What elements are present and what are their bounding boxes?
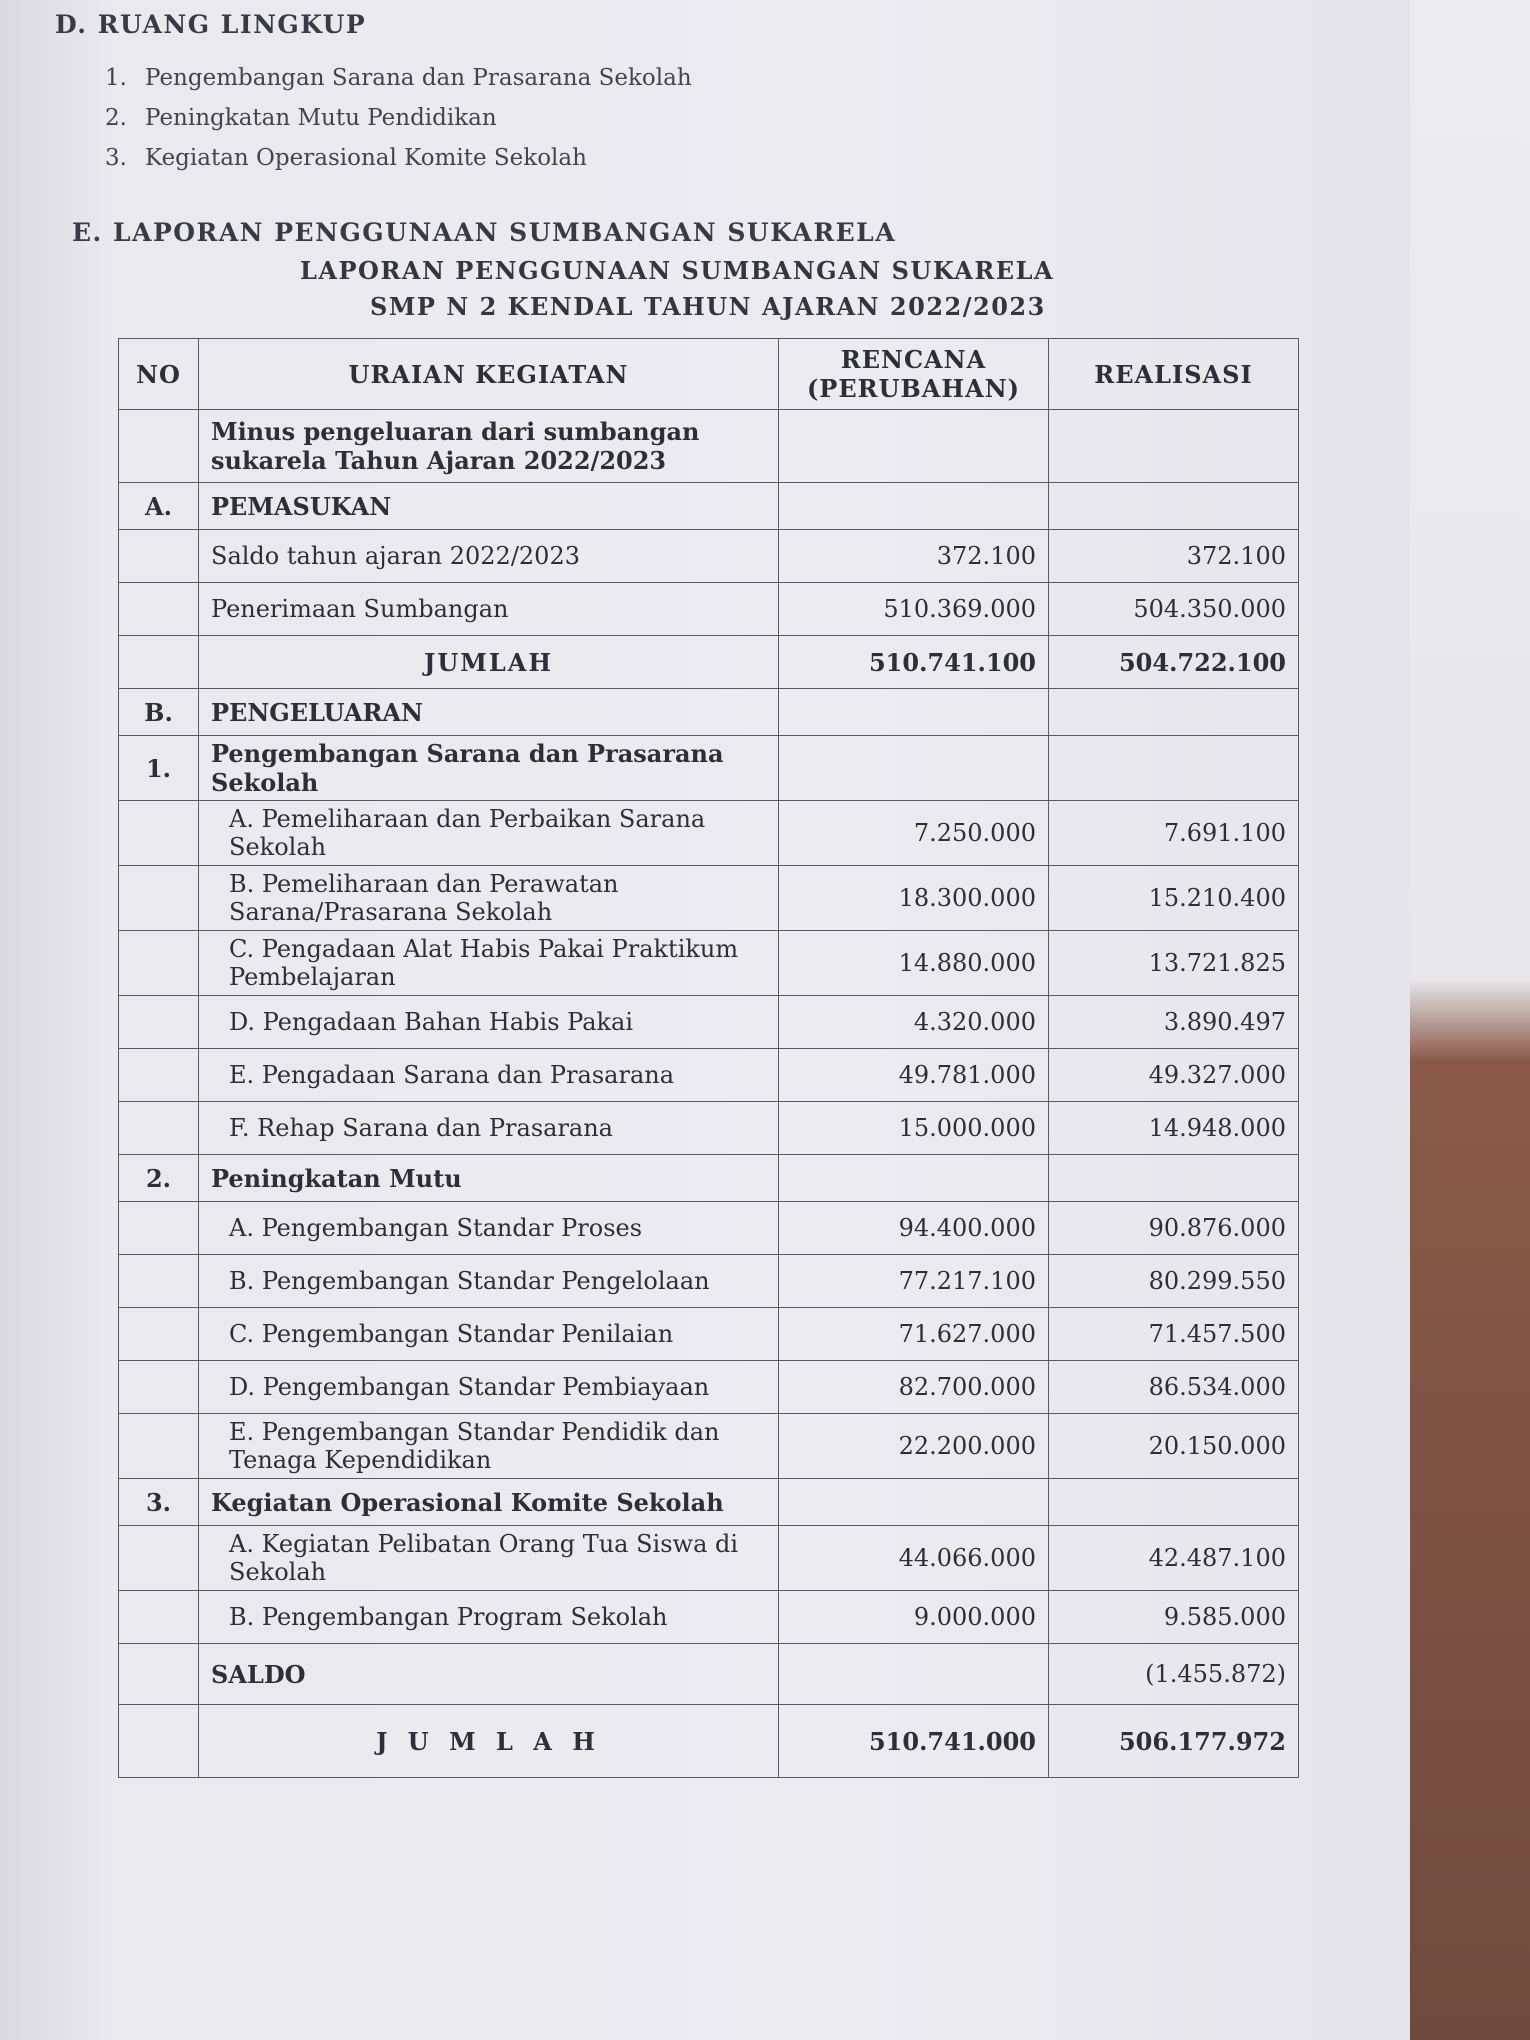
table-row: C. Pengembangan Standar Penilaian 71.627.000 71.457.500 — [119, 1308, 1299, 1361]
table-row: Minus pengeluaran dari sumbangan sukarela Tahun Ajaran 2022/2023 — [119, 410, 1299, 483]
table-row: B. PENGELUARAN — [119, 689, 1299, 736]
table-row: A. Kegiatan Pelibatan Orang Tua Siswa di Sekolah 44.066.000 42.487.100 — [119, 1526, 1299, 1591]
table-row: Saldo tahun ajaran 2022/2023 372.100 372.100 — [119, 530, 1299, 583]
table-row: A. PEMASUKAN — [119, 483, 1299, 530]
section-e-title: E. LAPORAN PENGGUNAAN SUMBANGAN SUKARELA — [72, 218, 897, 247]
table-row: E. Pengembangan Standar Pendidik dan Tenaga Kependidikan 22.200.000 20.150.000 — [119, 1414, 1299, 1479]
table-row: A. Pengembangan Standar Proses 94.400.000 90.876.000 — [119, 1202, 1299, 1255]
desk-edge — [1410, 0, 1530, 2040]
table-row: E. Pengadaan Sarana dan Prasarana 49.781.000 49.327.000 — [119, 1049, 1299, 1102]
report-title: LAPORAN PENGGUNAAN SUMBANGAN SUKARELA — [300, 256, 1055, 285]
table-row-grand-total: J U M L A H 510.741.000 506.177.972 — [119, 1705, 1299, 1778]
table-row: Penerimaan Sumbangan 510.369.000 504.350.000 — [119, 583, 1299, 636]
header-real: REALISASI — [1049, 339, 1299, 410]
header-desc: URAIAN KEGIATAN — [199, 339, 779, 410]
table-row: D. Pengembangan Standar Pembiayaan 82.700.000 86.534.000 — [119, 1361, 1299, 1414]
table-row: 1. Pengembangan Sarana dan Prasarana Sekolah — [119, 736, 1299, 801]
report-table — [118, 338, 1299, 1778]
table-row: D. Pengadaan Bahan Habis Pakai 4.320.000 3.890.497 — [119, 996, 1299, 1049]
header-plan: RENCANA (PERUBAHAN) — [779, 339, 1049, 410]
table-row: B. Pengembangan Program Sekolah 9.000.000 9.585.000 — [119, 1591, 1299, 1644]
table-row: B. Pengembangan Standar Pengelolaan 77.217.100 80.299.550 — [119, 1255, 1299, 1308]
section-d-title: D. RUANG LINGKUP — [55, 10, 367, 39]
table-row: A. Pemeliharaan dan Perbaikan Sarana Sekolah 7.250.000 7.691.100 — [119, 801, 1299, 866]
table-row-saldo: SALDO (1.455.872) — [119, 1644, 1299, 1705]
scope-item: 2. Peningkatan Mutu Pendidikan — [105, 105, 497, 131]
scope-item: 1. Pengembangan Sarana dan Prasarana Sekolah — [105, 65, 692, 91]
table-row: F. Rehap Sarana dan Prasarana 15.000.000 14.948.000 — [119, 1102, 1299, 1155]
scope-list — [105, 58, 692, 178]
table-row: B. Pemeliharaan dan Perawatan Sarana/Prasarana Sekolah 18.300.000 15.210.400 — [119, 866, 1299, 931]
report-subtitle: SMP N 2 KENDAL TAHUN AJARAN 2022/2023 — [370, 292, 1046, 321]
table-row: C. Pengadaan Alat Habis Pakai Praktikum Pembelajaran 14.880.000 13.721.825 — [119, 931, 1299, 996]
scope-item: 3. Kegiatan Operasional Komite Sekolah — [105, 145, 587, 171]
table-row-total: JUMLAH 510.741.100 504.722.100 — [119, 636, 1299, 689]
header-no: NO — [119, 339, 199, 410]
table-header-row — [119, 339, 1299, 410]
table-row: 2. Peningkatan Mutu — [119, 1155, 1299, 1202]
table-row: 3. Kegiatan Operasional Komite Sekolah — [119, 1479, 1299, 1526]
